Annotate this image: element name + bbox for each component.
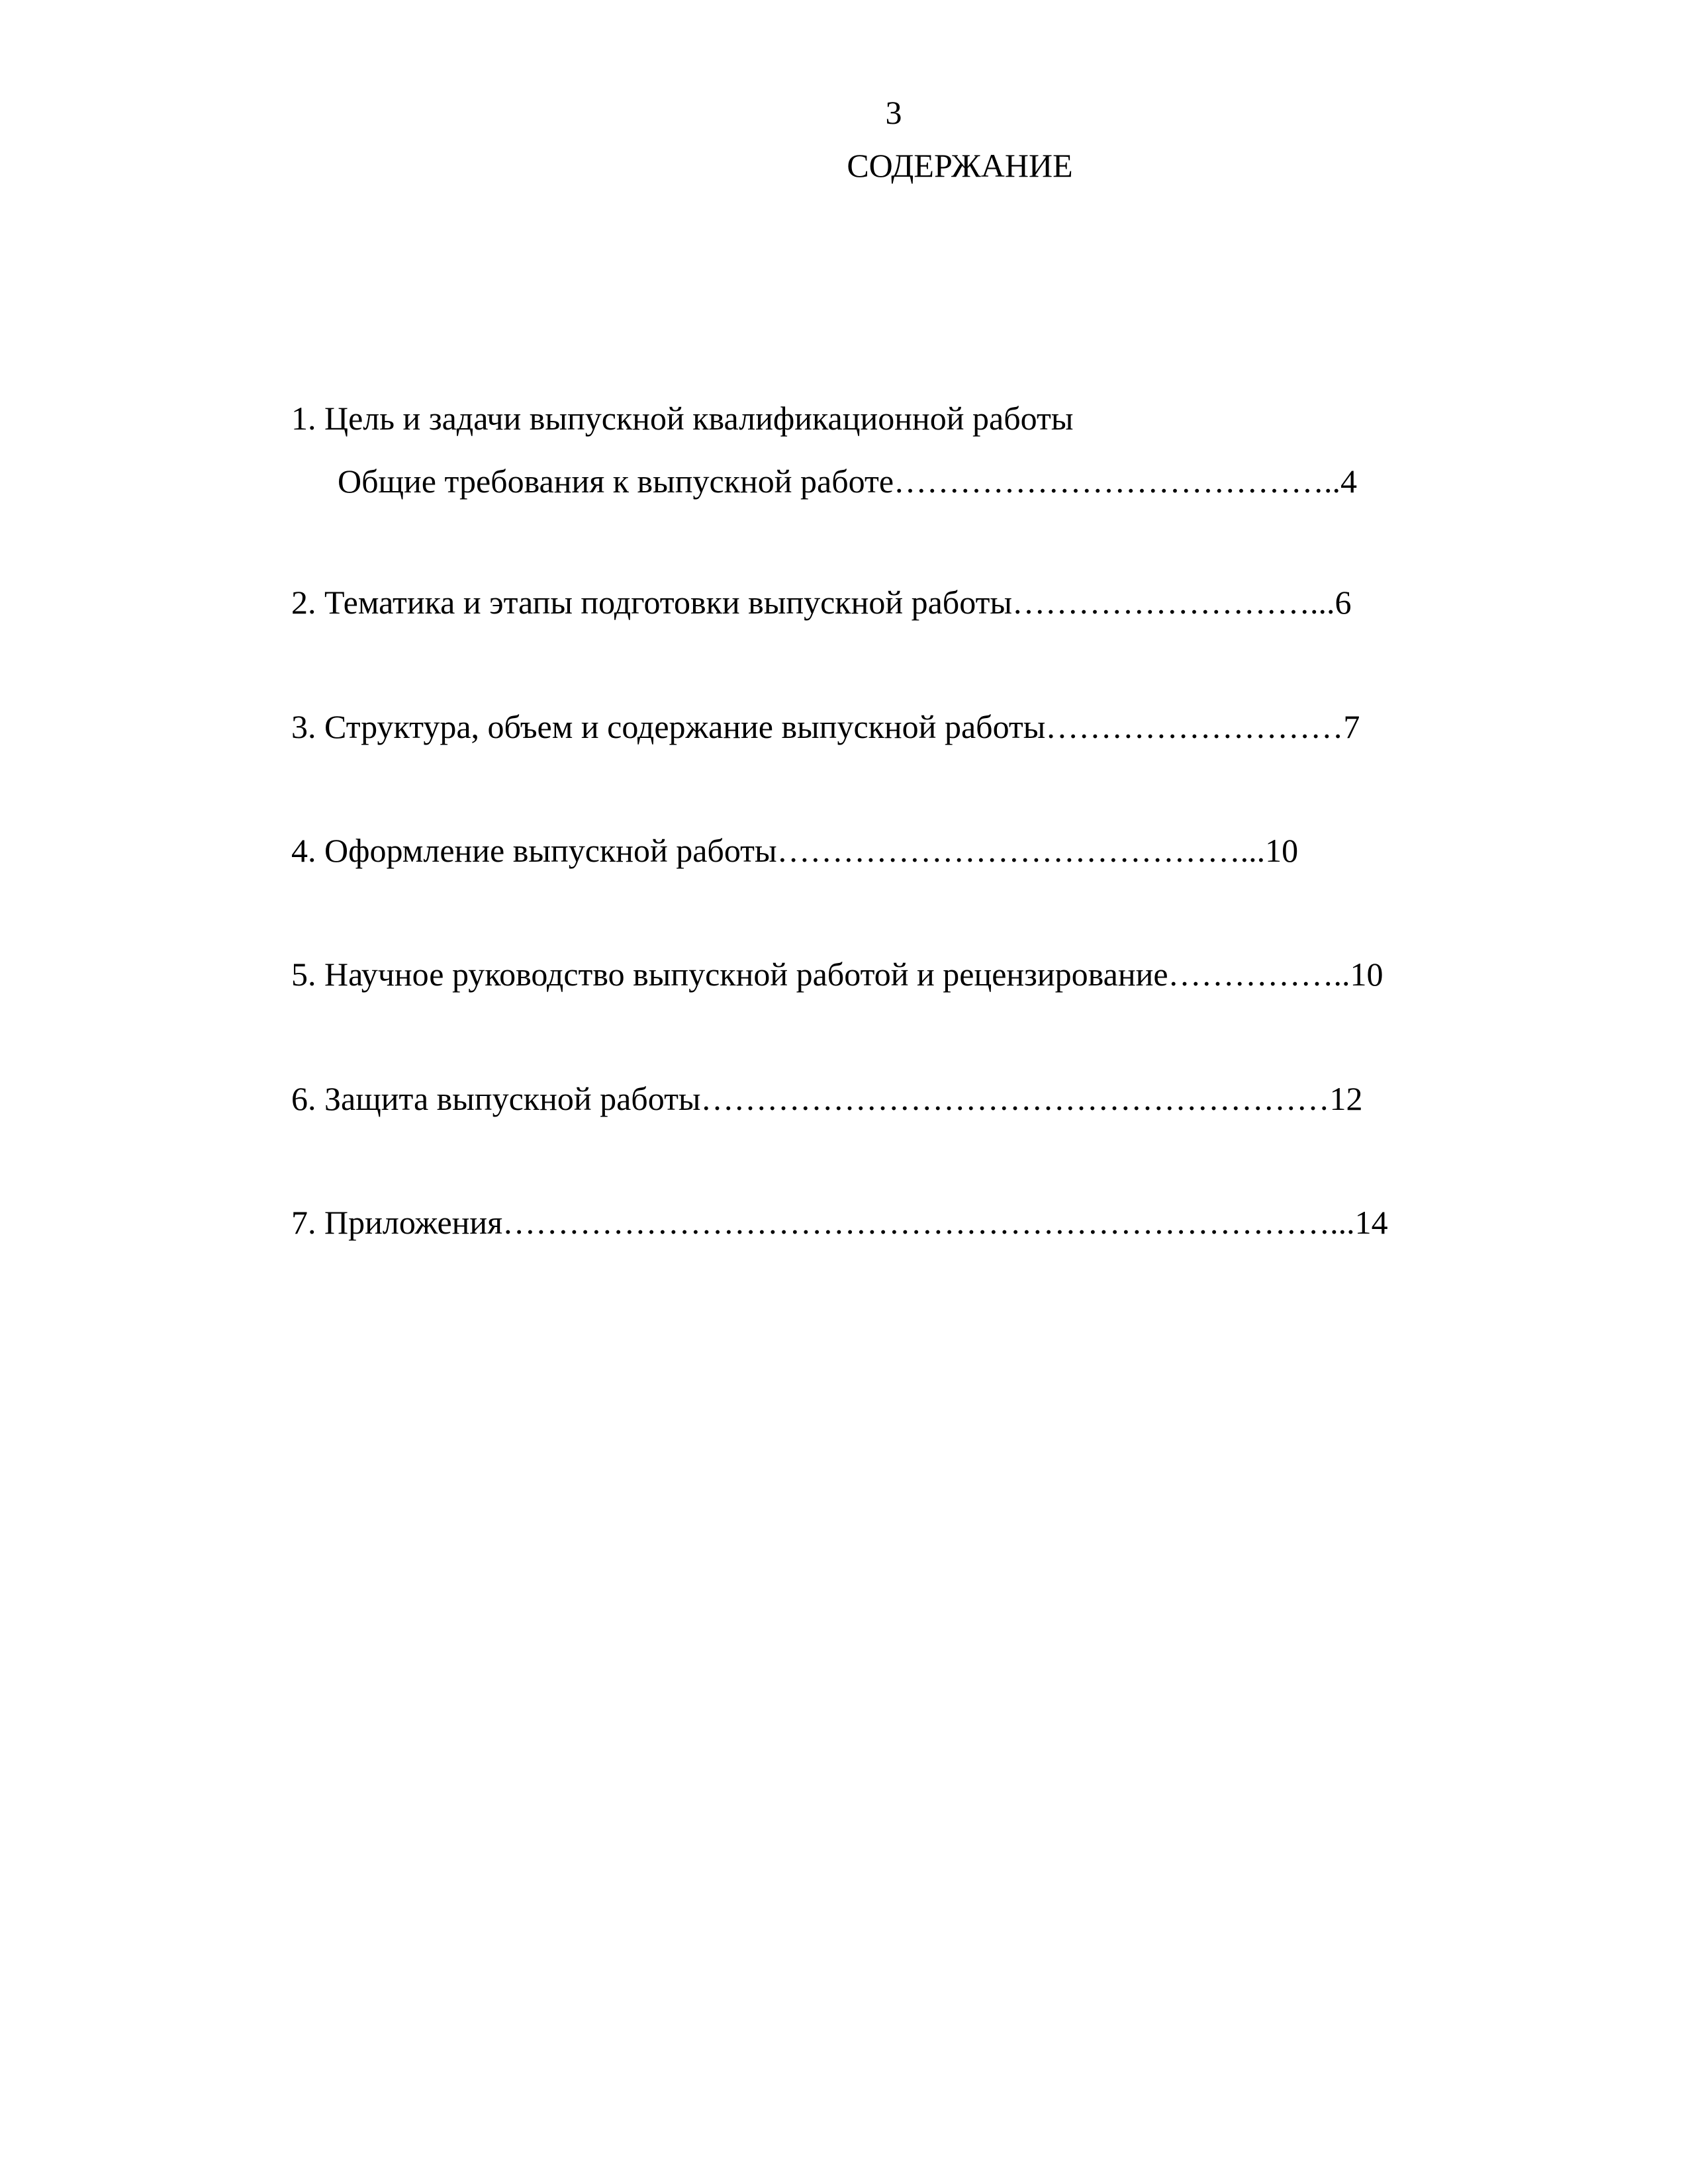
toc-item-4: 4. Оформление выпускной работы……………………………………...10 bbox=[291, 832, 1299, 869]
toc-item-1-line-2: Общие требования к выпускной работе…………………………………..4 bbox=[338, 463, 1358, 500]
toc-item-7: 7. Приложения…………………………………………………………………...14 bbox=[291, 1204, 1388, 1241]
toc-item-2: 2. Тематика и этапы подготовки выпускной работы………………………...6 bbox=[291, 584, 1352, 621]
toc-item-3: 3. Структура, объем и содержание выпускной работы………………………7 bbox=[291, 708, 1360, 745]
page-number: 3 bbox=[885, 94, 902, 131]
toc-item-5: 5. Научное руководство выпускной работой и рецензирование……………..10 bbox=[291, 956, 1383, 993]
toc-item-6: 6. Защита выпускной работы…………………………………………………12 bbox=[291, 1080, 1363, 1117]
page-title: СОДЕРЖАНИЕ bbox=[847, 147, 1073, 184]
toc-item-1-line-1: 1. Цель и задачи выпускной квалификационной работы bbox=[291, 400, 1074, 437]
